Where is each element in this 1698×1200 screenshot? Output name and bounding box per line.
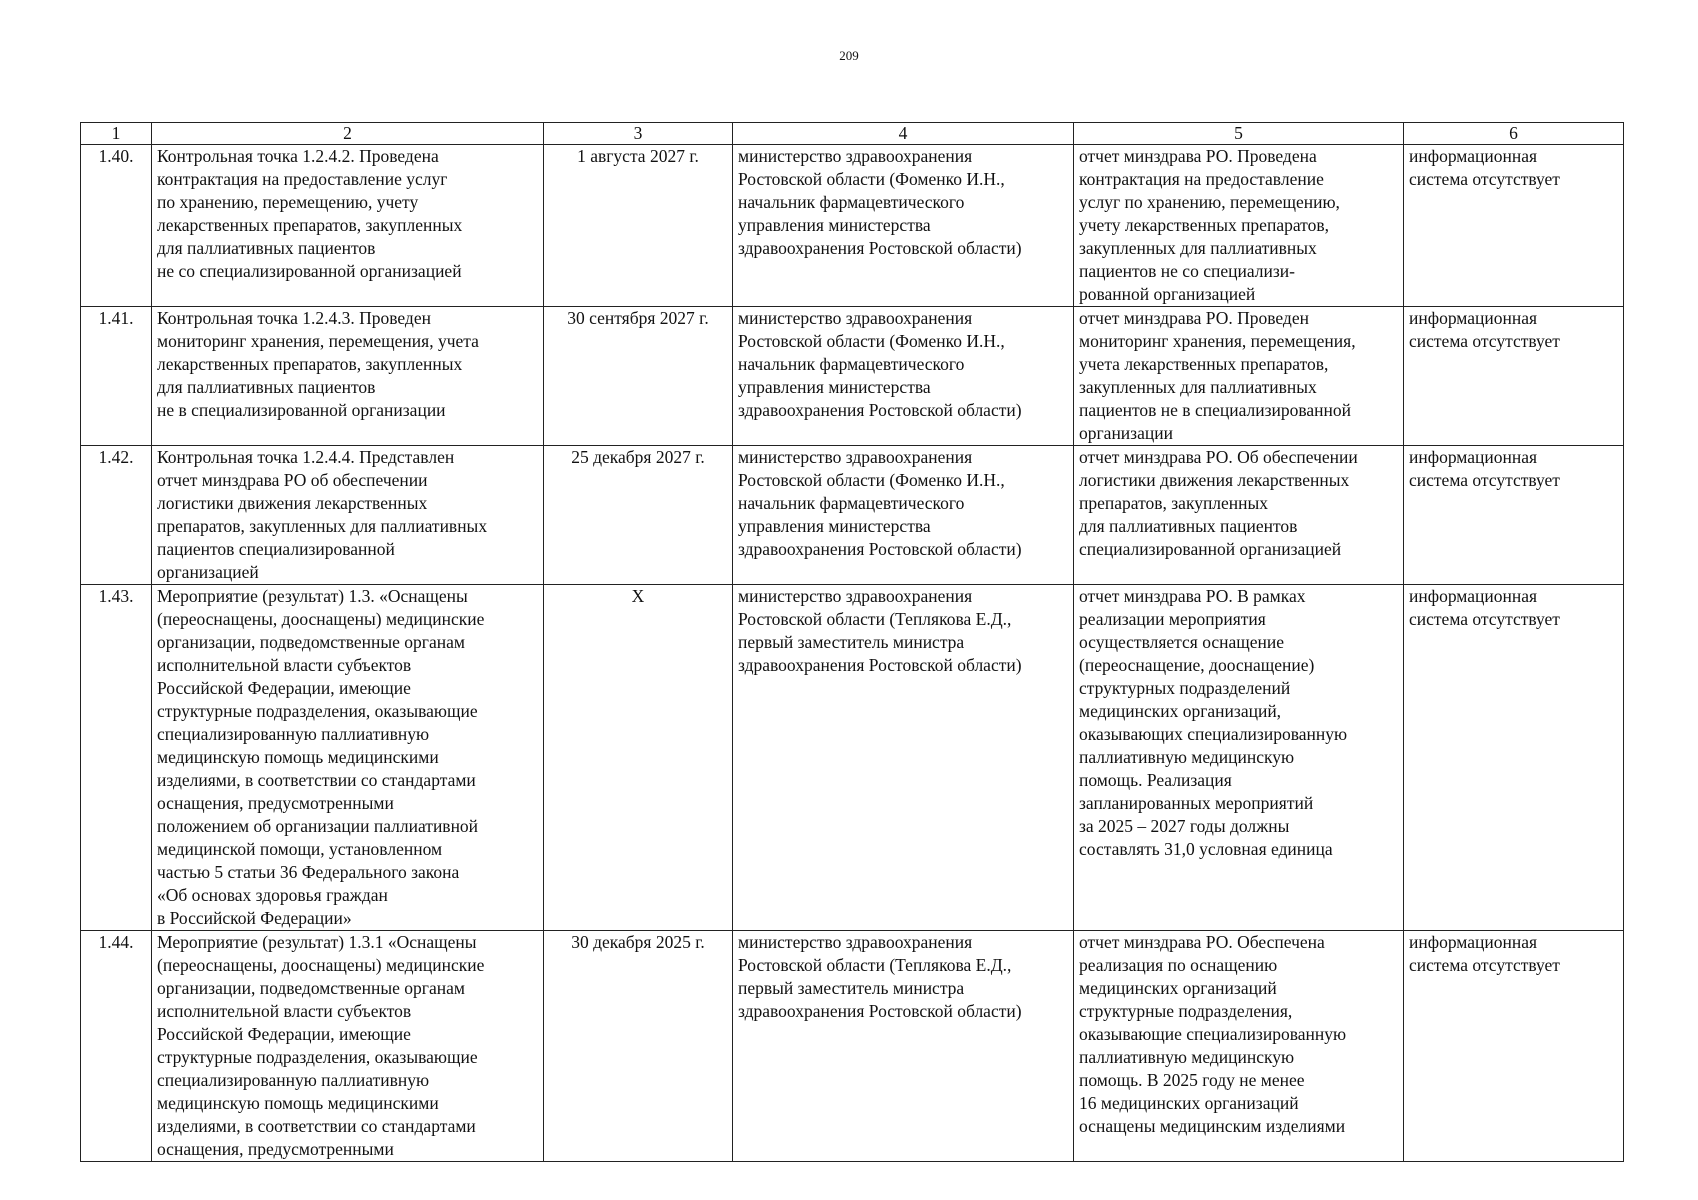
text-line: оснащения, предусмотренными bbox=[157, 1139, 394, 1159]
text-line: медицинских организаций bbox=[1079, 978, 1277, 998]
cell-description bbox=[152, 585, 544, 931]
cell-description bbox=[152, 446, 544, 585]
text-line: организации, подведомственные органам bbox=[157, 632, 465, 652]
cell-result bbox=[1074, 307, 1404, 446]
cell-info bbox=[1404, 585, 1624, 931]
text-line: отчет минздрава РО. Обеспечена bbox=[1079, 932, 1325, 952]
text-line: структурных подразделений bbox=[1079, 678, 1291, 698]
header-cell-5: 5 bbox=[1074, 123, 1404, 145]
text-line: мониторинг хранения, перемещения, bbox=[1079, 331, 1356, 351]
text-line: медицинскую помощь медицинскими bbox=[157, 1093, 439, 1113]
text-line: помощь. Реализация bbox=[1079, 770, 1232, 790]
text-line: информационная bbox=[1409, 586, 1538, 606]
header-cell-4: 4 bbox=[733, 123, 1074, 145]
text-line: первый заместитель министра bbox=[738, 632, 965, 652]
cell-date: 30 декабря 2025 г. bbox=[544, 931, 733, 1162]
text-line: реализация по оснащению bbox=[1079, 955, 1278, 975]
text-line: Ростовской области (Теплякова Е.Д., bbox=[738, 609, 1012, 629]
activity-plan-table bbox=[80, 122, 1624, 1162]
text-line: пациентов специализированной bbox=[157, 539, 395, 559]
cell-date: 30 сентября 2027 г. bbox=[544, 307, 733, 446]
header-cell-6: 6 bbox=[1404, 123, 1624, 145]
text-line: препаратов, закупленных для паллиативных bbox=[157, 516, 488, 536]
header-row bbox=[81, 123, 1624, 145]
text-line: медицинских организаций, bbox=[1079, 701, 1282, 721]
text-line: управления министерства bbox=[738, 215, 931, 235]
text-line: структурные подразделения, оказывающие bbox=[157, 1047, 478, 1067]
text-line: министерство здравоохранения bbox=[738, 932, 973, 952]
text-line: управления министерства bbox=[738, 516, 931, 536]
text-line: запланированных мероприятий bbox=[1079, 793, 1314, 813]
text-line: не в специализированной организации bbox=[157, 400, 446, 420]
text-line: организации, подведомственные органам bbox=[157, 978, 465, 998]
text-line: управления министерства bbox=[738, 377, 931, 397]
text-line: в Российской Федерации» bbox=[157, 908, 352, 928]
cell-number: 1.43. bbox=[81, 585, 152, 931]
text-line: составлять 31,0 условная единица bbox=[1079, 839, 1333, 859]
text-line: специализированную паллиативную bbox=[157, 1070, 430, 1090]
text-line: по хранению, перемещению, учету bbox=[157, 192, 419, 212]
text-line: начальник фармацевтического bbox=[738, 354, 965, 374]
text-line: рованной организацией bbox=[1079, 284, 1256, 304]
text-line: для паллиативных пациентов bbox=[157, 377, 376, 397]
text-line: (переоснащение, дооснащение) bbox=[1079, 655, 1315, 675]
text-line: паллиативную медицинскую bbox=[1079, 1047, 1295, 1067]
text-line: Ростовской области (Фоменко И.Н., bbox=[738, 331, 1005, 351]
header-cell-3: 3 bbox=[544, 123, 733, 145]
text-line: министерство здравоохранения bbox=[738, 586, 973, 606]
text-line: учета лекарственных препаратов, bbox=[1079, 354, 1329, 374]
text-line: медицинской помощи, установленном bbox=[157, 839, 443, 859]
cell-info bbox=[1404, 446, 1624, 585]
text-line: исполнительной власти субъектов bbox=[157, 655, 412, 675]
text-line: учету лекарственных препаратов, bbox=[1079, 215, 1329, 235]
cell-description bbox=[152, 931, 544, 1162]
text-line: контрактация на предоставление bbox=[1079, 169, 1324, 189]
text-line: информационная bbox=[1409, 146, 1538, 166]
text-line: Мероприятие (результат) 1.3. «Оснащены bbox=[157, 586, 468, 606]
text-line: здравоохранения Ростовской области) bbox=[738, 655, 1022, 675]
text-line: пациентов не со специализи- bbox=[1079, 261, 1295, 281]
text-line: система отсутствует bbox=[1409, 470, 1560, 490]
text-line: информационная bbox=[1409, 447, 1538, 467]
table-row bbox=[81, 307, 1624, 446]
cell-number: 1.42. bbox=[81, 446, 152, 585]
text-line: услуг по хранению, перемещению, bbox=[1079, 192, 1340, 212]
text-line: 16 медицинских организаций bbox=[1079, 1093, 1299, 1113]
cell-date: Х bbox=[544, 585, 733, 931]
text-line: препаратов, закупленных bbox=[1079, 493, 1269, 513]
text-line: министерство здравоохранения bbox=[738, 447, 973, 467]
text-line: система отсутствует bbox=[1409, 955, 1560, 975]
cell-number: 1.41. bbox=[81, 307, 152, 446]
text-line: начальник фармацевтического bbox=[738, 493, 965, 513]
cell-responsible bbox=[733, 585, 1074, 931]
cell-responsible bbox=[733, 145, 1074, 307]
text-line: контрактация на предоставление услуг bbox=[157, 169, 448, 189]
cell-info bbox=[1404, 931, 1624, 1162]
text-line: первый заместитель министра bbox=[738, 978, 965, 998]
text-line: здравоохранения Ростовской области) bbox=[738, 238, 1022, 258]
text-line: отчет минздрава РО об обеспечении bbox=[157, 470, 428, 490]
text-line: структурные подразделения, оказывающие bbox=[157, 701, 478, 721]
text-line: для паллиативных пациентов bbox=[1079, 516, 1298, 536]
text-line: исполнительной власти субъектов bbox=[157, 1001, 412, 1021]
table-body bbox=[81, 145, 1624, 1162]
cell-result bbox=[1074, 446, 1404, 585]
text-line: изделиями, в соответствии со стандартами bbox=[157, 770, 476, 790]
text-line: частью 5 статьи 36 Федерального закона bbox=[157, 862, 460, 882]
text-line: лекарственных препаратов, закупленных bbox=[157, 215, 463, 235]
text-line: мониторинг хранения, перемещения, учета bbox=[157, 331, 479, 351]
text-line: Российской Федерации, имеющие bbox=[157, 1024, 411, 1044]
cell-number: 1.40. bbox=[81, 145, 152, 307]
cell-responsible bbox=[733, 307, 1074, 446]
text-line: медицинскую помощь медицинскими bbox=[157, 747, 439, 767]
text-line: не со специализированной организацией bbox=[157, 261, 462, 281]
text-line: структурные подразделения, bbox=[1079, 1001, 1293, 1021]
text-line: Российской Федерации, имеющие bbox=[157, 678, 411, 698]
cell-responsible bbox=[733, 931, 1074, 1162]
text-line: здравоохранения Ростовской области) bbox=[738, 400, 1022, 420]
text-line: Ростовской области (Фоменко И.Н., bbox=[738, 169, 1005, 189]
cell-number: 1.44. bbox=[81, 931, 152, 1162]
text-line: отчет минздрава РО. Проведен bbox=[1079, 308, 1309, 328]
text-line: здравоохранения Ростовской области) bbox=[738, 539, 1022, 559]
text-line: изделиями, в соответствии со стандартами bbox=[157, 1116, 476, 1136]
text-line: отчет минздрава РО. В рамках bbox=[1079, 586, 1306, 606]
text-line: за 2025 – 2027 годы должны bbox=[1079, 816, 1290, 836]
text-line: Контрольная точка 1.2.4.3. Проведен bbox=[157, 308, 431, 328]
table-row bbox=[81, 931, 1624, 1162]
text-line: Мероприятие (результат) 1.3.1 «Оснащены bbox=[157, 932, 477, 952]
cell-description bbox=[152, 307, 544, 446]
text-line: «Об основах здоровья граждан bbox=[157, 885, 388, 905]
cell-info bbox=[1404, 145, 1624, 307]
text-line: (переоснащены, дооснащены) медицинские bbox=[157, 955, 485, 975]
text-line: пациентов не в специализированной bbox=[1079, 400, 1352, 420]
text-line: министерство здравоохранения bbox=[738, 146, 973, 166]
text-line: оказывающие специализированную bbox=[1079, 1024, 1347, 1044]
text-line: система отсутствует bbox=[1409, 331, 1560, 351]
text-line: осуществляется оснащение bbox=[1079, 632, 1285, 652]
text-line: оказывающих специализированную bbox=[1079, 724, 1348, 744]
cell-info bbox=[1404, 307, 1624, 446]
text-line: организации bbox=[1079, 423, 1173, 443]
text-line: информационная bbox=[1409, 932, 1538, 952]
text-line: оснащения, предусмотренными bbox=[157, 793, 394, 813]
text-line: отчет минздрава РО. Об обеспечении bbox=[1079, 447, 1358, 467]
text-line: Ростовской области (Фоменко И.Н., bbox=[738, 470, 1005, 490]
text-line: информационная bbox=[1409, 308, 1538, 328]
text-line: закупленных для паллиативных bbox=[1079, 238, 1317, 258]
table-row bbox=[81, 446, 1624, 585]
text-line: лекарственных препаратов, закупленных bbox=[157, 354, 463, 374]
cell-result bbox=[1074, 931, 1404, 1162]
text-line: организацией bbox=[157, 562, 259, 582]
text-line: здравоохранения Ростовской области) bbox=[738, 1001, 1022, 1021]
header-cell-1: 1 bbox=[81, 123, 152, 145]
text-line: специализированной организацией bbox=[1079, 539, 1342, 559]
text-line: оснащены медицинским изделиями bbox=[1079, 1116, 1346, 1136]
table-row bbox=[81, 585, 1624, 931]
text-line: закупленных для паллиативных bbox=[1079, 377, 1317, 397]
text-line: логистики движения лекарственных bbox=[157, 493, 428, 513]
text-line: паллиативную медицинскую bbox=[1079, 747, 1295, 767]
page-number: 209 bbox=[839, 48, 859, 63]
text-line: отчет минздрава РО. Проведена bbox=[1079, 146, 1317, 166]
text-line: Контрольная точка 1.2.4.4. Представлен bbox=[157, 447, 455, 467]
text-line: реализации мероприятия bbox=[1079, 609, 1266, 629]
text-line: министерство здравоохранения bbox=[738, 308, 973, 328]
header-cell-2: 2 bbox=[152, 123, 544, 145]
table-row bbox=[81, 145, 1624, 307]
text-line: система отсутствует bbox=[1409, 609, 1560, 629]
cell-description bbox=[152, 145, 544, 307]
text-line: логистики движения лекарственных bbox=[1079, 470, 1350, 490]
text-line: Контрольная точка 1.2.4.2. Проведена bbox=[157, 146, 439, 166]
text-line: Ростовской области (Теплякова Е.Д., bbox=[738, 955, 1012, 975]
text-line: специализированную паллиативную bbox=[157, 724, 430, 744]
text-line: помощь. В 2025 году не менее bbox=[1079, 1070, 1305, 1090]
cell-date: 1 августа 2027 г. bbox=[544, 145, 733, 307]
cell-responsible bbox=[733, 446, 1074, 585]
cell-result bbox=[1074, 145, 1404, 307]
cell-result bbox=[1074, 585, 1404, 931]
text-line: (переоснащены, дооснащены) медицинские bbox=[157, 609, 485, 629]
text-line: положением об организации паллиативной bbox=[157, 816, 479, 836]
text-line: система отсутствует bbox=[1409, 169, 1560, 189]
text-line: начальник фармацевтического bbox=[738, 192, 965, 212]
cell-date: 25 декабря 2027 г. bbox=[544, 446, 733, 585]
text-line: для паллиативных пациентов bbox=[157, 238, 376, 258]
